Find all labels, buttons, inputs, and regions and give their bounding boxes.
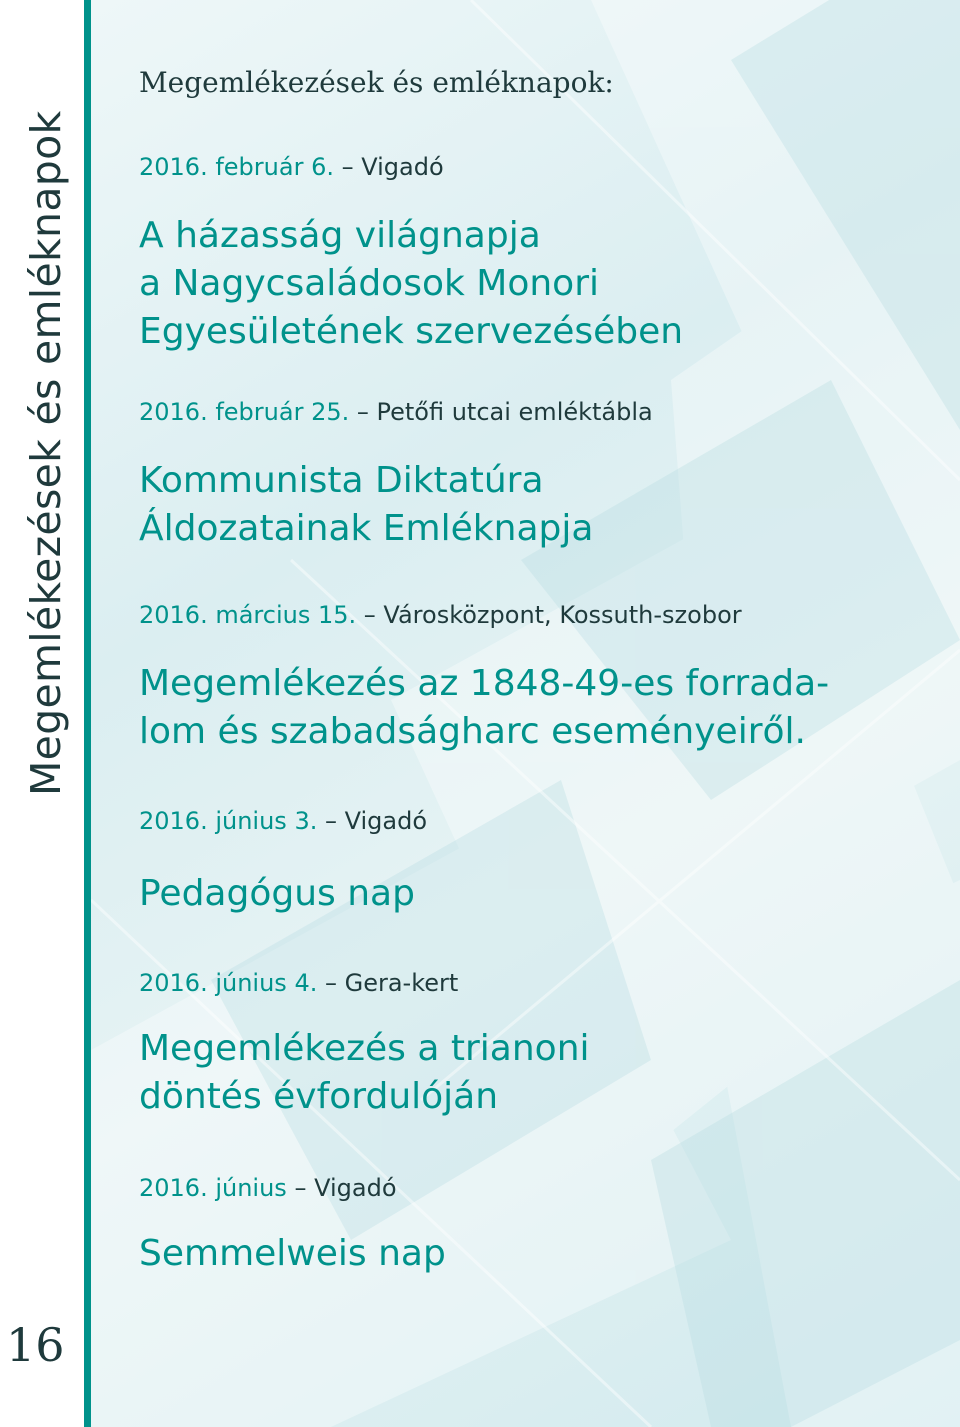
event-5-meta	[139, 969, 458, 997]
event-title-line: Áldozatainak Emléknapja	[139, 508, 594, 549]
separator: –	[286, 1174, 315, 1202]
event-place: Gera-kert	[344, 969, 459, 997]
separator: –	[317, 807, 345, 835]
event-title-line: Semmelweis nap	[139, 1233, 446, 1274]
event-title-line: Megemlékezés a trianoni	[139, 1028, 590, 1069]
event-date: 2016. június	[139, 1174, 287, 1202]
event-place: Városközpont, Kossuth-szobor	[383, 601, 742, 629]
event-title-line: döntés évfordulóján	[139, 1076, 499, 1117]
event-place: Petőfi utcai emléktábla	[376, 398, 653, 426]
accent-bar	[84, 0, 91, 1427]
event-title-line: A házasság világnapja	[139, 215, 541, 256]
event-date: 2016. június 3.	[139, 807, 318, 835]
event-date: 2016. június 4.	[139, 969, 318, 997]
event-5-title	[139, 1025, 590, 1121]
sidebar	[0, 0, 84, 1427]
event-date: 2016. február 25.	[139, 398, 350, 426]
event-date: 2016. február 6.	[139, 153, 334, 181]
separator: –	[349, 398, 377, 426]
event-3-meta	[139, 601, 742, 629]
event-title-line: Pedagógus nap	[139, 873, 415, 914]
event-title-line: lom és szabadságharc eseményeiről.	[139, 711, 806, 752]
event-2-meta	[139, 398, 653, 426]
event-6-title	[139, 1230, 446, 1278]
event-3-title	[139, 660, 829, 756]
event-4-title	[139, 870, 415, 918]
event-1-title	[139, 212, 683, 356]
event-title-line: a Nagycsaládosok Monori	[139, 263, 600, 304]
event-place: Vigadó	[361, 153, 444, 181]
separator: –	[356, 601, 384, 629]
event-1-meta	[139, 153, 444, 181]
event-title-line: Egyesületének szervezésében	[139, 311, 684, 352]
event-place: Vigadó	[344, 807, 428, 835]
event-date: 2016. március 15.	[139, 601, 357, 629]
event-title-line: Kommunista Diktatúra	[139, 460, 544, 501]
event-place: Vigadó	[314, 1174, 397, 1202]
event-title-line: Megemlékezés az 1848-49-es forrada-	[139, 663, 830, 704]
page-number: 16	[6, 1318, 65, 1372]
section-heading: Megemlékezések és emléknapok:	[139, 66, 614, 99]
content-panel	[91, 0, 960, 1427]
event-2-title	[139, 457, 593, 553]
separator: –	[333, 153, 362, 181]
separator: –	[317, 969, 345, 997]
event-4-meta	[139, 807, 427, 835]
vertical-section-title: Megemlékezések és emléknapok	[22, 110, 70, 796]
event-6-meta	[139, 1174, 397, 1202]
